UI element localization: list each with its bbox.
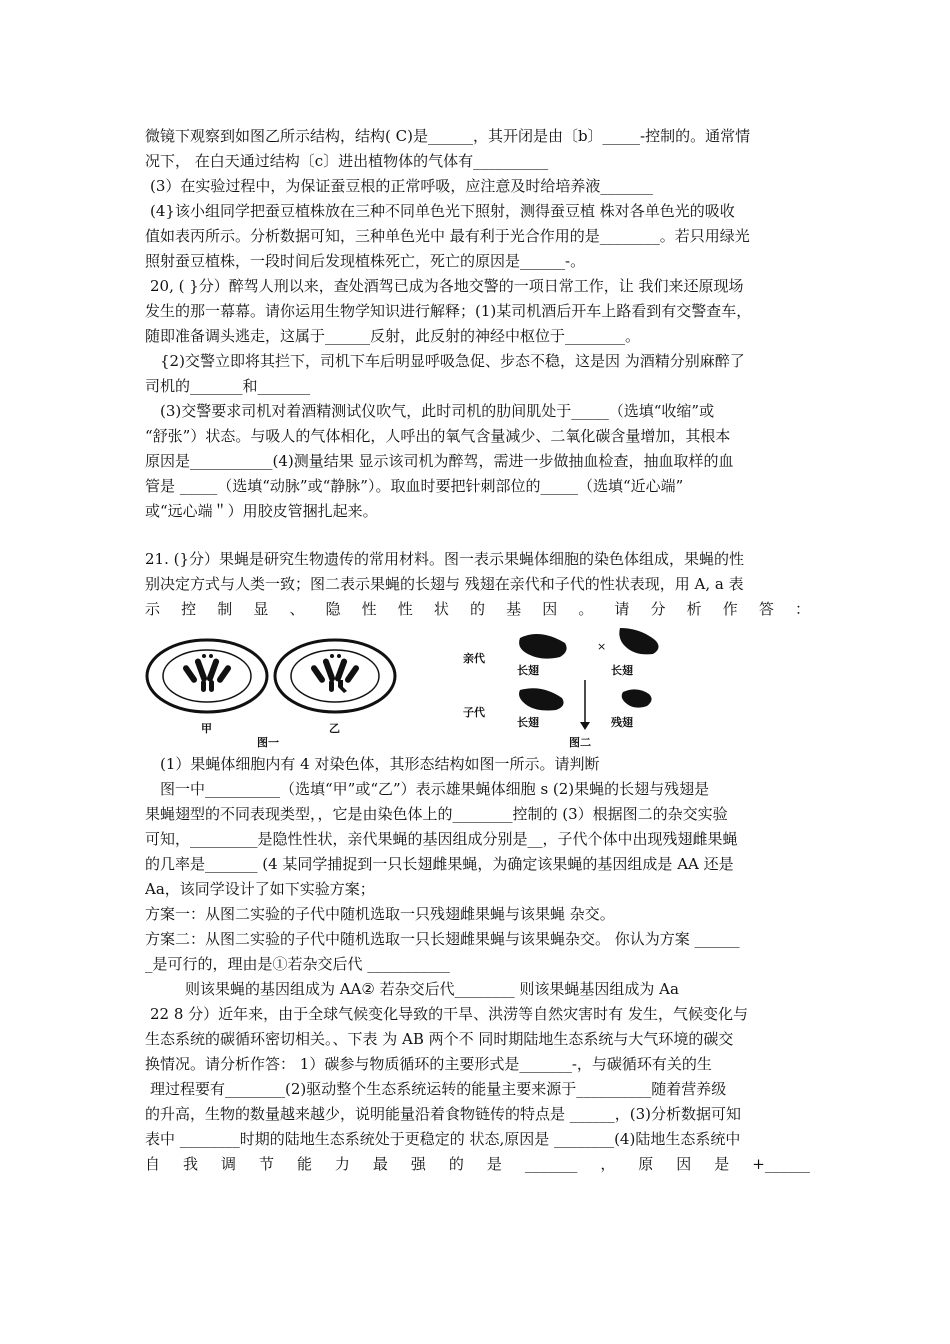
text-char: 力 [334,1155,350,1173]
text-char: ， [600,1155,616,1173]
figure-label: 乙 [329,722,340,735]
cell-outline [147,640,267,712]
text-line: 或“远心端＂）用胶皮管捆扎起来。 [145,502,378,520]
text-char: 最 [372,1155,388,1173]
text-line: _是可行的，理由是①若杂交后代 ___________ [145,955,450,973]
spread-text-line [145,1155,810,1173]
text-line: 照射蚕豆植株，一段时间后发现植株死亡，死亡的原因是______-。 [145,252,586,270]
text-char: 、 [289,600,305,618]
text-char: _______ [524,1155,578,1173]
text-line: 图一中__________（选填“甲”或“乙”）表示雄果蝇体细胞 s (2)果蝇的长翅与残翅是 [160,780,710,798]
generation-label: 子代 [463,706,485,719]
nucleus-outline [163,650,251,702]
text-char: 是 [714,1155,730,1173]
text-char: 性 [361,600,377,618]
text-char: 作 [722,600,738,618]
cross-symbol: × [597,640,607,653]
text-line: Aa，该同学设计了如下实验方案； [145,880,375,898]
text-line: 原因是___________(4)测量结果 显示该司机为醉驾，需进一步做抽血检查，抽血取样的血 [145,452,734,470]
text-char: 能 [296,1155,312,1173]
text-line: 生态系统的碳循环密切相关。、下表 为 AB 两个不 同时期陆地生态系统与大气环境的碳交 [145,1030,734,1048]
text-char: 强 [410,1155,426,1173]
text-line: 21. (}分）果蝇是研究生物遗传的常用材料。图一表示果蝇体细胞的染色体组成，果蝇的性 [145,550,745,568]
chromosomes [310,654,360,693]
text-line: 管是 _____（选填“动脉”或“静脉”）。取血时要把针刺部位的_____（选填“近心端” [145,477,684,495]
fly-label: 长翅 [611,664,633,677]
text-line: 的几率是_______ (4 某同学捕捉到一只长翅雌果蝇，为确定该果蝇的基因组成是 AA 还是 [145,855,734,873]
fly-label: 长翅 [517,664,539,677]
text-char: 自 [145,1155,161,1173]
text-char: 是 [486,1155,502,1173]
text-char: ： [794,600,810,618]
nucleus-outline [291,650,379,702]
text-char: 隐 [325,600,341,618]
text-char: 分 [650,600,666,618]
text-line: 可知，_________是隐性性状，亲代果蝇的基因组成分别是__，子代个体中出现残翅雌果蝇 [145,830,738,848]
text-line: 22 8 分）近年来，由于全球气候变化导致的干旱、洪涝等自然灾害时有 发生，气候变化与 [150,1005,748,1023]
text-line: 方案二：从图二实验的子代中随机选取一只长翅雌果蝇与该果蝇杂交。 你认为方案 ______ [145,930,740,948]
text-char: 原 [638,1155,654,1173]
text-line: (1）果蝇体细胞内有 4 对染色体，其形态结构如图一所示。请判断 [160,755,600,773]
text-line: 的升高，生物的数量越来越少，说明能量沿着食物链传的特点是 ______，(3)分析数据可知 [145,1105,742,1123]
text-line: 司机的_______和_______ [145,377,311,395]
text-line: 方案一：从图二实验的子代中随机选取一只残翅雌果蝇与该果蝇 杂交。 [145,905,615,923]
fly-label: 长翅 [517,716,539,729]
text-line: (3)交警要求司机对着酒精测试仪吹气，此时司机的肋间肌处于_____（选填“收缩”或 [160,402,715,420]
chromosomes [182,654,232,692]
fly-label: 残翅 [611,716,633,729]
text-char: 因 [542,600,558,618]
text-char: 因 [676,1155,692,1173]
text-char: 请 [614,600,630,618]
text-line: 换情况。请分析作答： 1）碳参与物质循环的主要形式是_______-，与碳循环有关的生 [145,1055,712,1073]
figure-area [145,618,665,748]
spread-text-line [145,600,810,618]
text-line: 表中 ________时期的陆地生态系统处于更稳定的 状态,原因是 ________(4)陆地生态系统中 [145,1130,741,1148]
text-line: 则该果蝇的基因组成为 AA② 若杂交后代________ 则该果蝇基因组成为 Aa [185,980,679,998]
figure-label: 甲 [201,722,212,735]
text-line: 随即准备调头逃走，这属于______反射，此反射的神经中枢位于________。 [145,327,641,345]
text-line: 况下， 在白天通过结构〔c〕进出植物体的气体有__________ [145,152,549,170]
text-line: “舒张”）状态。与吸人的气体相化，人呼出的氧气含量减少、二氧化碳含量增加，其根本 [145,427,731,445]
text-line: {2)交警立即将其拦下，司机下车后明显呼吸急促、步态不稳，这是因 为酒精分别麻醉了 [160,352,745,370]
text-char: 性 [397,600,413,618]
figure-caption: 图一 [257,736,279,749]
text-line: (3）在实验过程中，为保证蚕豆根的正常呼吸，应注意及时给培养液_______ [150,177,653,195]
chromosome-figure [145,618,665,748]
text-char: 析 [686,600,702,618]
text-char: 制 [217,600,233,618]
arrow-head [580,722,590,730]
text-char: 基 [506,600,522,618]
text-char: 状 [433,600,449,618]
cell-outline [275,640,395,712]
fly-silhouettes [519,628,659,711]
text-line: 微镜下观察到如图乙所示结构，结构( C)是______，其开闭是由〔b〕_____-控制的。通常情 [145,127,751,145]
text-line: 别决定方式与人类一致；图二表示果蝇的长翅与 残翅在亲代和子代的性状表现，用 A, a 表 [145,575,744,593]
text-char: 的 [448,1155,464,1173]
text-char: 我 [182,1155,198,1173]
text-char: 示 [145,600,161,618]
text-line: 发生的那一幕幕。请你运用生物学知识进行解释；(1)某司机酒后开车上路看到有交警查车， [145,302,752,320]
text-char: +______ [752,1155,810,1173]
text-line: (4}该小组同学把蚕豆植株放在三种不同单色光下照射，测得蚕豆植 株对各单色光的吸收 [150,202,735,220]
text-char: 调 [220,1155,236,1173]
text-char: 答 [758,600,774,618]
text-line: 理过程要有________(2)驱动整个生态系统运转的能量主要来源于__________随着营养级 [150,1080,727,1098]
text-char: 。 [578,600,594,618]
text-char: 的 [469,600,485,618]
generation-label: 亲代 [463,652,485,665]
text-char: 控 [181,600,197,618]
text-char: 显 [253,600,269,618]
text-char: 节 [258,1155,274,1173]
text-line: 值如表丙所示。分析数据可知，三种单色光中 最有利于光合作用的是________。若只用绿光 [145,227,750,245]
text-line: 果蝇翅型的不同表现类型，，它是由染色体上的________控制的 (3）根据图二的杂交实验 [145,805,728,823]
text-line: 20, ( }分）醉驾人刑以来，查处酒驾已成为各地交警的一项日常工作，让 我们来还原现场 [150,277,744,295]
figure-caption: 图二 [569,736,591,749]
